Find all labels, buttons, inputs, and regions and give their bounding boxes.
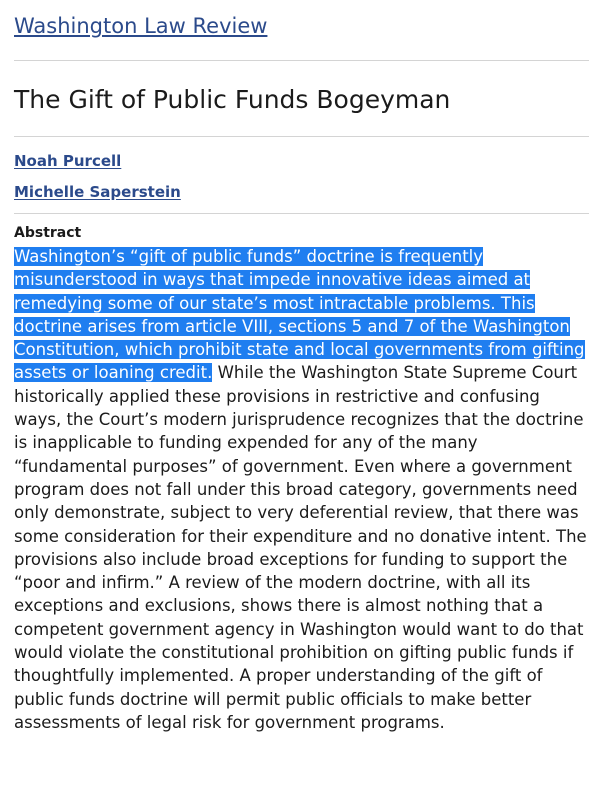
- abstract-remaining-text: While the Washington State Supreme Court historically applied these provisions in restrictive and confusing ways, the Court’s modern jurisprudence recognizes that the doctrine is inapplicable to funding expended for any of the many “fundamental purposes” of government. Even where a government program does not fall under this broad category, governments need only demonstrate, subject to very deferential review, that there was some consideration for their expenditure and no donative intent. The provisions also include broad exceptions for funding to support the “poor and infirm.” A review of the modern doctrine, with all its exceptions and exclusions, shows there is almost nothing that a competent government agency in Washington would want to do that would violate the constitutional prohibition on gifting public funds if thoughtfully implemented. A proper understanding of the gift of public funds doctrine will permit public officials to make better assessments of legal risk for government programs.: [14, 363, 587, 732]
- page-title: The Gift of Public Funds Bogeyman: [14, 85, 451, 114]
- divider-below-authors: [14, 213, 589, 214]
- abstract-text: [14, 245, 589, 744]
- abstract-heading: Abstract: [14, 225, 82, 241]
- divider-below-title: [14, 136, 589, 137]
- author-link-1[interactable]: Noah Purcell: [14, 152, 122, 170]
- author-link-2[interactable]: Michelle Saperstein: [14, 183, 181, 201]
- journal-title-link[interactable]: Washington Law Review: [14, 14, 268, 38]
- author-list: [14, 151, 589, 203]
- abstract-highlighted-selection: Washington’s “gift of public funds” doctrine is frequently misunderstood in ways that impede innovative ideas aimed at remedying some of our state’s most intractable problems. This doctrine arises from article VIII, sections 5 and 7 of the Washington Constitution, which prohibit state and local governments from gifting assets or loaning credit.: [14, 247, 585, 383]
- divider-below-journal: [14, 60, 589, 61]
